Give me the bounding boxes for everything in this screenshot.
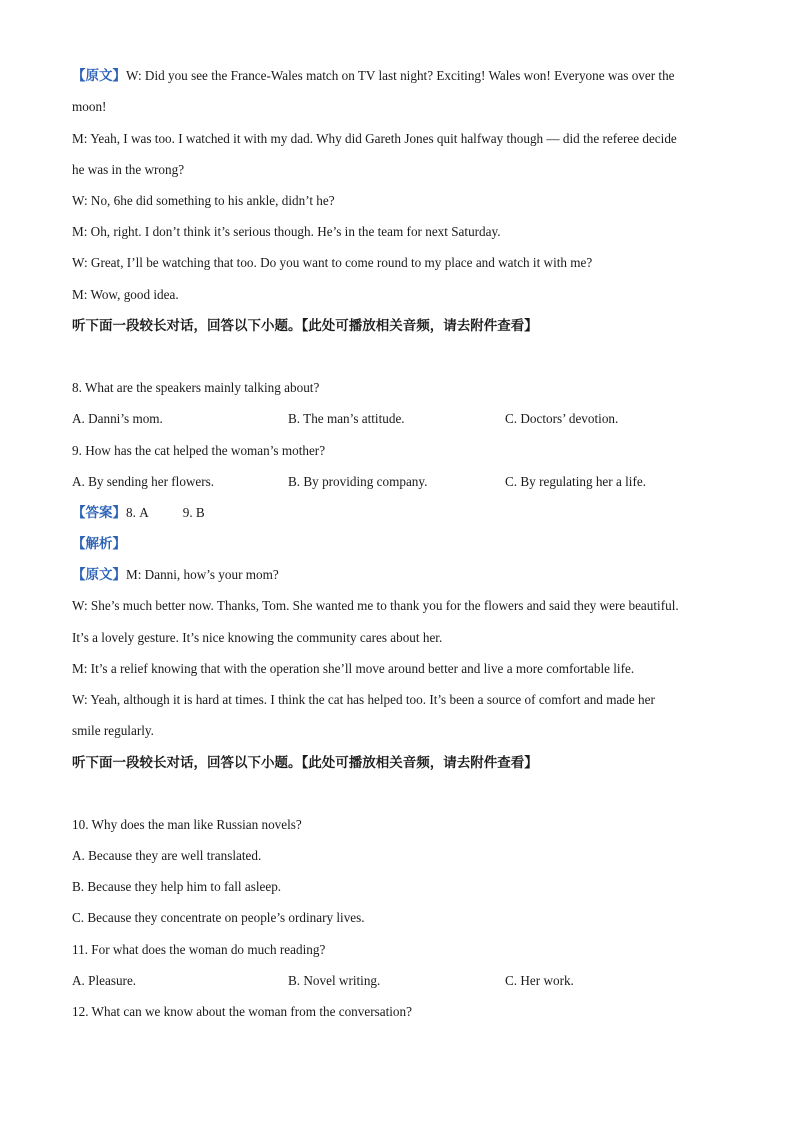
answer-line <box>72 503 732 523</box>
transcript-2-line-5: W: Yeah, although it is hard at times. I think the cat has helped too. It’s been a source of comfort and made her <box>72 692 655 707</box>
transcript-1-line-6: M: Oh, right. I don’t think it’s serious though. He’s in the team for next Saturday. <box>72 224 501 239</box>
option-b: B. By providing company. <box>288 474 428 489</box>
transcript-2-line-6: smile regularly. <box>72 723 154 738</box>
transcript-1-line-8: M: Wow, good idea. <box>72 287 179 302</box>
transcript-1-line-1: 【原文】W: Did you see the France-Wales match on TV last night? Exciting! Wales won! Everyone was over the <box>72 68 675 84</box>
transcript-2-line-1: 【原文】M: Danni, how’s your mom? <box>72 567 279 583</box>
option-b: B. Novel writing. <box>288 973 381 988</box>
transcript-1-line-7: W: Great, I’ll be watching that too. Do you want to come round to my place and watch it with me? <box>72 255 593 270</box>
listening-instruction-2: 听下面一段较长对话，回答以下小题。【此处可播放相关音频，请去附件查看】 <box>72 755 538 771</box>
analysis-line <box>72 534 732 554</box>
option-a: A. Danni’s mom. <box>72 411 163 426</box>
question-10-option-a: A. Because they are well translated. <box>72 848 262 863</box>
transcript-1-line-3: M: Yeah, I was too. I watched it with my dad. Why did Gareth Jones quit halfway though — did the referee decide <box>72 131 677 146</box>
original-text-tag: 【原文】 <box>72 567 126 583</box>
answer-9: 9. B <box>182 505 205 520</box>
analysis-tag: 【解析】 <box>72 536 126 552</box>
transcript-1-line-4: he was in the wrong? <box>72 162 185 177</box>
option-c: C. Her work. <box>505 973 574 988</box>
question-10: 10. Why does the man like Russian novels? <box>72 817 302 832</box>
transcript-1-line-2: moon! <box>72 99 107 114</box>
option-a: A. Pleasure. <box>72 973 137 988</box>
question-11: 11. For what does the woman do much reading? <box>72 942 326 957</box>
listening-instruction: 听下面一段较长对话，回答以下小题。【此处可播放相关音频，请去附件查看】 <box>72 318 538 334</box>
transcript-2-line-3: It’s a lovely gesture. It’s nice knowing the community cares about her. <box>72 630 443 645</box>
original-text-tag: 【原文】 <box>72 68 126 84</box>
question-10-option-b: B. Because they help him to fall asleep. <box>72 879 282 894</box>
transcript-2-line-2: W: She’s much better now. Thanks, Tom. She wanted me to thank you for the flowers and said they were beautiful. <box>72 598 679 613</box>
question-12: 12. What can we know about the woman from the conversation? <box>72 1004 412 1019</box>
option-b: B. The man’s attitude. <box>288 411 405 426</box>
transcript-1-line-5: W: No, 6he did something to his ankle, didn’t he? <box>72 193 335 208</box>
question-10-option-c: C. Because they concentrate on people’s ordinary lives. <box>72 910 365 925</box>
answer-8: 8. A <box>126 505 149 520</box>
option-c: C. Doctors’ devotion. <box>505 411 619 426</box>
question-9: 9. How has the cat helped the woman’s mother? <box>72 443 326 458</box>
option-c: C. By regulating her a life. <box>505 474 646 489</box>
answer-tag: 【答案】 <box>72 505 126 521</box>
question-8: 8. What are the speakers mainly talking about? <box>72 380 320 395</box>
option-a: A. By sending her flowers. <box>72 474 215 489</box>
transcript-2-line-4: M: It’s a relief knowing that with the operation she’ll move around better and live a more comfortable life. <box>72 661 635 676</box>
